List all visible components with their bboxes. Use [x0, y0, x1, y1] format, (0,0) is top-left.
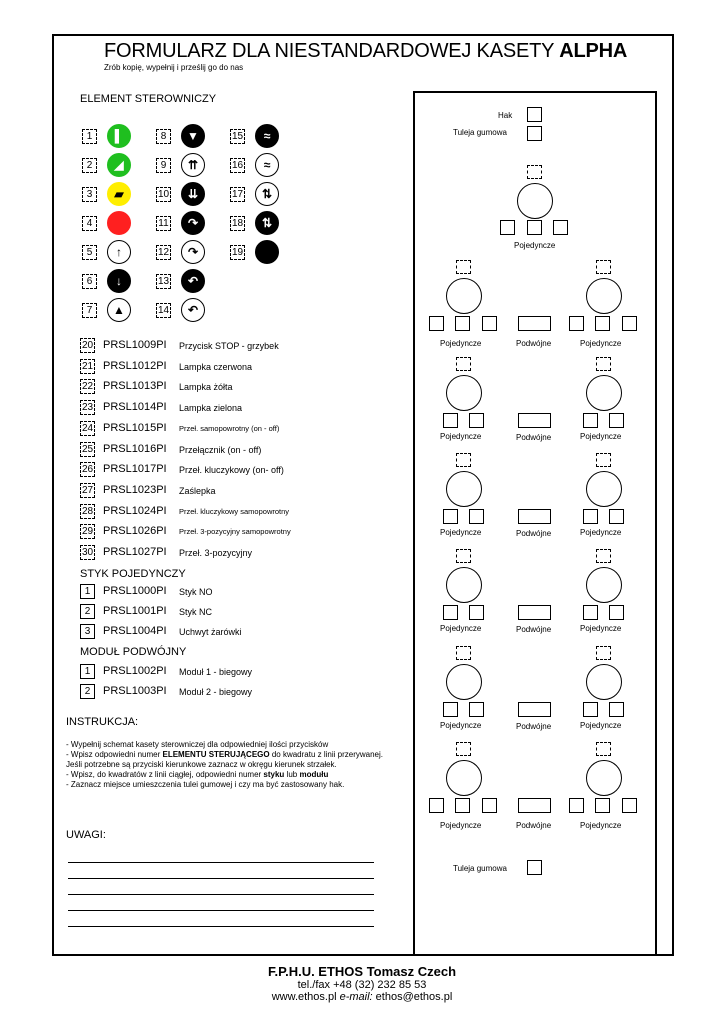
contact-slot[interactable]	[569, 316, 584, 331]
tuleja-bottom-checkbox[interactable]	[527, 860, 542, 875]
notes-line[interactable]	[68, 894, 374, 895]
item-number-box: 1	[80, 664, 95, 679]
contact-slot[interactable]	[609, 605, 624, 620]
button-position-circle	[446, 278, 482, 314]
contact-slot[interactable]	[583, 605, 598, 620]
button-position-circle	[586, 375, 622, 411]
element-slot[interactable]	[596, 549, 611, 563]
contact-slot[interactable]	[443, 702, 458, 717]
element-slot[interactable]	[596, 357, 611, 371]
contact-slot[interactable]	[500, 220, 515, 235]
item-code: PRSL1002PI	[103, 665, 167, 677]
element-description: Lampka czerwona	[179, 361, 253, 372]
double-module-slot[interactable]	[518, 702, 551, 717]
green-mushroom-icon: ▌	[107, 124, 131, 148]
instruction-line: - Wpisz odpowiedni numer ELEMENTU STERUJĄCEGO do kwadratu z linii przerywanej. Jeśli potrzebne są przyciski kierunkowe zaznacz w okręgu kierunek strzałek.	[66, 750, 383, 769]
contact-slot[interactable]	[622, 798, 637, 813]
page-subtitle: Zrób kopię, wypełnij i prześlij go do nas	[104, 63, 244, 72]
element-description: Przeł. kluczykowy (on- off)	[179, 465, 284, 476]
element-description: Przeł. kluczykowy samopowrotny	[179, 506, 290, 516]
contact-slot[interactable]	[443, 509, 458, 524]
button-position-circle	[446, 471, 482, 507]
element-number-box: 26	[81, 464, 94, 476]
button-position-circle	[586, 471, 622, 507]
element-description: Przełącznik (on - off)	[179, 444, 262, 455]
curved-arrow-left-icon: ↶	[181, 269, 205, 293]
item-code: PRSL1000PI	[103, 585, 167, 597]
item-code: PRSL1004PI	[103, 625, 167, 637]
element-slot[interactable]	[456, 742, 471, 756]
contact-slot[interactable]	[469, 413, 484, 428]
arrow-up-icon: ↑	[107, 240, 131, 264]
pojedyncze-label: Pojedyncze	[440, 821, 482, 830]
element-slot[interactable]	[456, 260, 471, 274]
button-position-circle	[586, 278, 622, 314]
element-code: PRSL1017PI	[103, 463, 167, 476]
pojedyncze-label: Pojedyncze	[580, 528, 622, 537]
item-description: Styk NC	[179, 607, 213, 617]
element-slot[interactable]	[596, 453, 611, 467]
pojedyncze-label: Pojedyncze	[440, 339, 482, 348]
element-slot[interactable]	[596, 260, 611, 274]
item-code: PRSL1003PI	[103, 685, 167, 697]
contact-slot[interactable]	[583, 702, 598, 717]
footer-contact	[0, 991, 724, 1003]
pojedyncze-label: Pojedyncze	[580, 624, 622, 633]
button-position-circle	[446, 375, 482, 411]
tuleja-top-checkbox[interactable]	[527, 126, 542, 141]
element-number-box: 25	[81, 443, 94, 455]
contact-slot[interactable]	[469, 509, 484, 524]
contact-slot[interactable]	[429, 798, 444, 813]
footer-phone: tel./fax +48 (32) 232 85 53	[297, 979, 427, 991]
podwojne-label: Podwójne	[516, 339, 552, 348]
element-description: Przeł. 3-pozycyjny samopowrotny	[179, 527, 291, 537]
contact-slot[interactable]	[455, 798, 470, 813]
contact-slot[interactable]	[609, 413, 624, 428]
element-code: PRSL1014PI	[103, 401, 167, 414]
contact-slot[interactable]	[429, 316, 444, 331]
hak-label: Hak	[498, 111, 513, 120]
triangle-down-icon: ▼	[181, 124, 205, 148]
contact-slot[interactable]	[443, 413, 458, 428]
pojedyncze-label: Pojedyncze	[514, 241, 556, 250]
contact-slot[interactable]	[622, 316, 637, 331]
element-number-box: 23	[81, 402, 94, 414]
green-key-icon: ◢	[107, 153, 131, 177]
element-code: PRSL1012PI	[103, 359, 167, 372]
element-number-box: 18	[231, 218, 244, 229]
button-position-circle	[586, 760, 622, 796]
element-number-box: 4	[82, 216, 97, 231]
curved-arrow-icon: ↷	[181, 240, 205, 264]
contact-slot[interactable]	[609, 702, 624, 717]
pojedyncze-label: Pojedyncze	[580, 821, 622, 830]
button-position-circle	[446, 567, 482, 603]
element-number-box: 29	[81, 526, 94, 538]
item-number-box: 3	[80, 624, 95, 639]
yellow-key-icon: ▰	[107, 182, 131, 206]
instruction-line: - Zaznacz miejsce umieszczenia tulei gumowej i czy ma być zastosowany hak.	[66, 780, 345, 789]
element-number-box: 27	[81, 484, 94, 496]
element-code: PRSL1027PI	[103, 546, 167, 558]
double-arrow-up-icon: ⇈	[181, 153, 205, 177]
notes-line[interactable]	[68, 910, 374, 911]
element-number-box: 12	[157, 247, 170, 258]
black-dot-icon	[255, 240, 279, 264]
element-number-box: 13	[157, 276, 170, 287]
item-description: Styk NO	[179, 587, 213, 597]
element-code: PRSL1016PI	[103, 442, 167, 455]
element-slot[interactable]	[596, 646, 611, 660]
tuleja-bottom-label: Tuleja gumowa	[453, 864, 507, 873]
button-position-circle	[586, 664, 622, 700]
element-number-box: 9	[156, 158, 171, 173]
podwojne-label: Podwójne	[516, 433, 552, 442]
item-code: PRSL1001PI	[103, 605, 167, 617]
contact-slot[interactable]	[482, 316, 497, 331]
element-code: PRSL1015PI	[103, 421, 167, 434]
element-number-box: 28	[81, 505, 94, 517]
podwojne-label: Podwójne	[516, 722, 552, 731]
element-number-box: 21	[81, 360, 94, 372]
contact-slot[interactable]	[469, 605, 484, 620]
element-number-box: 22	[81, 381, 94, 393]
triangle-up-icon: ▲	[107, 298, 131, 322]
contact-slot[interactable]	[569, 798, 584, 813]
element-slot[interactable]	[456, 453, 471, 467]
red-lamp-icon	[107, 211, 131, 235]
item-number-box: 2	[80, 684, 95, 699]
element-slot[interactable]	[456, 646, 471, 660]
element-slot[interactable]	[456, 549, 471, 563]
curved-arrow-left-icon: ↶	[181, 298, 205, 322]
contact-slot[interactable]	[443, 605, 458, 620]
button-position-circle	[446, 760, 482, 796]
contact-slot[interactable]	[583, 509, 598, 524]
page-title: FORMULARZ DLA NIESTANDARDOWEJ KASETY ALPHA	[104, 40, 628, 62]
element-description: Przycisk STOP - grzybek	[179, 341, 279, 351]
contact-slot[interactable]	[469, 702, 484, 717]
element-description: Zaślepka	[179, 485, 216, 496]
tuleja-top-label: Tuleja gumowa	[453, 128, 507, 137]
element-number-box: 3	[82, 187, 97, 202]
footer-company: F.P.H.U. ETHOS Tomasz Czech	[267, 964, 457, 979]
element-number-box: 16	[231, 160, 244, 171]
pojedyncze-label: Pojedyncze	[440, 432, 482, 441]
element-slot[interactable]	[456, 357, 471, 371]
item-number-box: 1	[80, 584, 95, 599]
double-module-slot[interactable]	[518, 413, 551, 428]
pojedyncze-label: Pojedyncze	[440, 721, 482, 730]
arrow-down-icon: ↓	[107, 269, 131, 293]
button-position-circle	[586, 567, 622, 603]
podwojne-label: Podwójne	[516, 625, 552, 634]
podwojne-label: Podwójne	[516, 529, 552, 538]
element-section-heading: ELEMENT STEROWNICZY	[80, 93, 217, 105]
element-number-box: 10	[157, 189, 170, 200]
contact-slot[interactable]	[609, 509, 624, 524]
contact-slot[interactable]	[482, 798, 497, 813]
modul-section-heading: MODUŁ PODWÓJNY	[80, 646, 187, 658]
notes-heading: UWAGI:	[66, 829, 106, 841]
curved-arrow-icon: ↷	[181, 211, 205, 235]
double-curved-arrow-icon: ≈	[255, 124, 279, 148]
element-number-box: 5	[82, 245, 97, 260]
element-number-box: 15	[231, 131, 244, 142]
element-number-box: 8	[156, 129, 171, 144]
instructions-text	[66, 740, 386, 790]
double-module-slot[interactable]	[518, 798, 551, 813]
element-code: PRSL1013PI	[103, 380, 167, 393]
notes-line[interactable]	[68, 926, 374, 927]
pojedyncze-label: Pojedyncze	[580, 721, 622, 730]
item-description: Uchwyt żarówki	[179, 627, 242, 637]
item-number-box: 2	[80, 604, 95, 619]
footer-email[interactable]: ethos@ethos.pl	[375, 991, 453, 1003]
instruction-line: - Wpisz, do kwadratów z linii ciągłej, odpowiedni numer styku lub modułu	[66, 770, 329, 779]
element-slot[interactable]	[596, 742, 611, 756]
element-number-box: 6	[82, 274, 97, 289]
double-curved-arrow-icon: ≈	[255, 153, 279, 177]
element-number-box: 14	[157, 305, 170, 316]
pojedyncze-label: Pojedyncze	[440, 528, 482, 537]
pojedyncze-label: Pojedyncze	[580, 432, 622, 441]
pojedyncze-label: Pojedyncze	[440, 624, 482, 633]
contact-slot[interactable]	[553, 220, 568, 235]
hak-checkbox[interactable]	[527, 107, 542, 122]
element-number-box: 30	[81, 547, 94, 558]
element-number-box: 20	[81, 340, 94, 351]
element-slot[interactable]	[527, 165, 542, 179]
element-number-box: 7	[82, 303, 97, 318]
footer-email-label: e-mail:	[339, 991, 373, 1003]
double-module-slot[interactable]	[518, 605, 551, 620]
styk-section-heading: STYK POJEDYNCZY	[80, 568, 186, 580]
pojedyncze-label: Pojedyncze	[580, 339, 622, 348]
element-code: PRSL1024PI	[103, 504, 167, 517]
button-position-circle	[517, 183, 553, 219]
contact-slot[interactable]	[595, 316, 610, 331]
element-code: PRSL1023PI	[103, 483, 167, 496]
contact-slot[interactable]	[527, 220, 542, 235]
element-description: Przeł. samopowrotny (on - off)	[179, 423, 280, 433]
contact-slot[interactable]	[583, 413, 598, 428]
double-module-slot[interactable]	[518, 316, 551, 331]
element-number-box: 1	[82, 129, 97, 144]
element-code: PRSL1026PI	[103, 525, 167, 538]
button-position-circle	[446, 664, 482, 700]
element-number-box: 19	[231, 247, 244, 258]
instructions-heading: INSTRUKCJA:	[66, 716, 139, 728]
element-number-box: 24	[81, 422, 94, 434]
double-module-slot[interactable]	[518, 509, 551, 524]
element-description: Lampka zielona	[179, 403, 243, 414]
up-down-arrow-icon: ⇅	[255, 182, 279, 206]
contact-slot[interactable]	[455, 316, 470, 331]
element-description: Lampka żółta	[179, 382, 233, 393]
up-down-arrow-icon: ⇅	[255, 211, 279, 235]
item-description: Moduł 2 - biegowy	[179, 687, 253, 697]
double-arrow-down-icon: ⇊	[181, 182, 205, 206]
notes-line[interactable]	[68, 878, 374, 879]
notes-line[interactable]	[68, 862, 374, 863]
element-code: PRSL1009PI	[103, 339, 167, 351]
element-number-box: 17	[231, 189, 244, 200]
podwojne-label: Podwójne	[516, 821, 552, 830]
element-description: Przeł. 3-pozycyjny	[179, 548, 253, 558]
element-number-box: 2	[82, 158, 97, 173]
element-number-box: 11	[156, 216, 171, 231]
footer-web[interactable]: www.ethos.pl	[271, 991, 337, 1003]
contact-slot[interactable]	[595, 798, 610, 813]
item-description: Moduł 1 - biegowy	[179, 667, 253, 677]
instruction-line: - Wypełnij schemat kasety sterowniczej dla odpowiedniej ilości przycisków	[66, 740, 329, 749]
